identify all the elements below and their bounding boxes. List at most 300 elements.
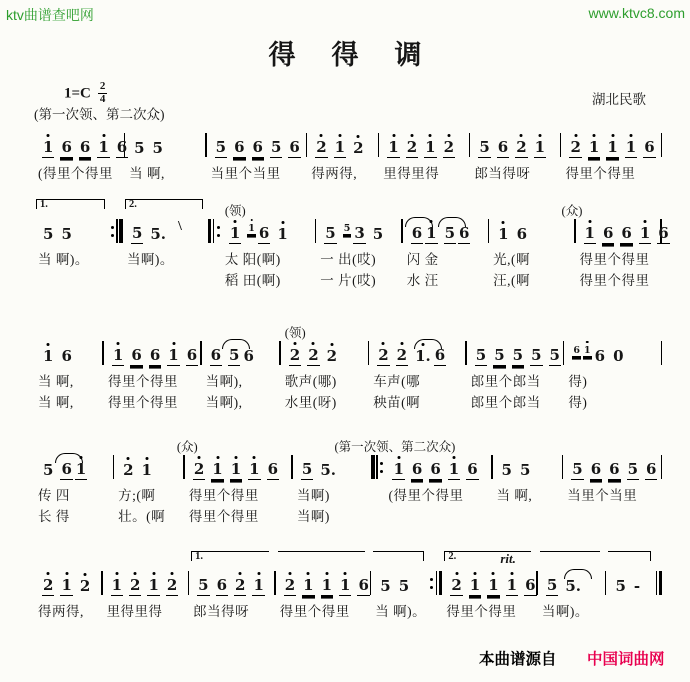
lyrics-line: 光,(啊 <box>493 252 530 267</box>
annotation-zone <box>36 550 99 570</box>
note: 1 <box>639 224 651 242</box>
notes-line <box>36 454 111 480</box>
note: 2 <box>378 346 389 364</box>
annotation-zone <box>561 198 659 218</box>
lyrics-line: 一 出(哎) <box>320 252 377 267</box>
lyrics-line: 车声(哪 <box>373 374 421 389</box>
notes-line <box>105 570 186 596</box>
annotation-zone <box>472 112 558 132</box>
note: 2 <box>79 577 91 595</box>
barline-repeat-end <box>108 218 125 244</box>
note: 6 <box>430 460 441 478</box>
note: 6 <box>609 460 620 478</box>
annotation-zone <box>36 320 100 340</box>
notes-line <box>187 454 290 480</box>
note: 2 <box>353 139 364 157</box>
note: 6 <box>516 225 527 243</box>
note: 1 <box>249 460 260 478</box>
annotation-zone <box>318 198 399 218</box>
notes-line <box>191 570 272 596</box>
volta-bracket <box>278 551 365 561</box>
note: 1 <box>321 576 333 594</box>
note: 6 <box>267 460 279 478</box>
lyrics-line <box>125 265 206 286</box>
note: 5 <box>380 577 391 595</box>
note: 5 <box>215 138 227 156</box>
barline-single <box>659 454 665 480</box>
lyrics-line: 得里个得里 <box>107 374 178 389</box>
note: 6 <box>61 347 72 365</box>
note: 5 <box>152 139 163 157</box>
measure <box>563 112 658 179</box>
lyrics-line: 闪 金 <box>406 252 439 267</box>
annotation-zone <box>105 550 186 570</box>
lyrics-line: 得两得, <box>311 166 358 181</box>
note: 6 <box>467 460 478 478</box>
notes-line <box>565 454 658 480</box>
notes-line <box>469 340 561 366</box>
song-title: 得得调 <box>268 40 458 70</box>
note: 2 <box>406 138 418 156</box>
note: 0 <box>613 347 624 365</box>
measure <box>36 198 108 286</box>
note: 2 <box>396 346 408 364</box>
measure <box>561 198 669 288</box>
notes-line <box>491 218 572 244</box>
annotation-zone <box>373 550 427 570</box>
measure <box>36 434 111 522</box>
measure <box>283 320 366 408</box>
notes-line <box>106 340 198 366</box>
lyrics-line: 秧苗(啊 <box>373 395 421 410</box>
annotation-zone <box>223 198 313 218</box>
note: 5 <box>615 577 626 595</box>
system-4 <box>36 434 664 522</box>
note: 6 <box>234 138 245 156</box>
system-row <box>36 434 664 522</box>
note: 1 <box>141 461 152 479</box>
annotation-zone <box>444 550 534 570</box>
measure <box>106 320 198 408</box>
notes-line <box>127 132 203 158</box>
annotation-zone <box>127 112 203 132</box>
site-name-left[interactable]: ktv曲谱查吧网 <box>6 7 94 23</box>
part-annotation: (众) <box>176 440 198 454</box>
note: 1 <box>43 138 54 156</box>
lyrics-line: 得里个得里 <box>579 252 650 267</box>
note: 5 <box>494 346 505 364</box>
note: 5 <box>198 576 209 594</box>
note: 5 <box>501 461 512 479</box>
note: 1 <box>498 225 509 243</box>
note: 1 <box>43 347 54 365</box>
volta-bracket <box>36 199 105 209</box>
lyrics-line: 得里个得里 <box>565 166 636 181</box>
note: 5. <box>565 577 582 595</box>
source-label: 本曲谱源自 <box>479 651 557 668</box>
measure <box>105 550 186 617</box>
part-annotation: (第一次领、第二次众) <box>334 440 456 454</box>
lyrics-line: 当啊) <box>296 488 330 503</box>
barline-repeat-end <box>427 570 444 596</box>
note: 1 <box>334 138 346 156</box>
note: 1 <box>303 576 314 594</box>
note: 6 <box>434 346 446 364</box>
note: 5 <box>372 225 384 243</box>
note: 1 <box>534 138 546 156</box>
measure <box>540 550 603 617</box>
note: 1 <box>168 346 179 364</box>
note: 6 <box>216 576 228 594</box>
note: 6 <box>61 460 72 478</box>
note: 6 <box>79 138 91 156</box>
barline-repeat-start <box>206 218 223 244</box>
measure <box>36 320 100 408</box>
note: 6 <box>149 346 161 364</box>
notes-line <box>381 132 467 158</box>
volta-bracket <box>540 551 600 561</box>
lyrics-line: (得里个得里 <box>38 166 113 181</box>
measure <box>495 434 560 522</box>
note: 5 <box>61 225 72 243</box>
note: 2 <box>43 576 54 594</box>
annotation-zone <box>116 434 181 454</box>
note: 1 <box>607 138 618 156</box>
measure <box>565 434 658 522</box>
note: 6 <box>459 224 470 242</box>
note: 6 <box>61 138 72 156</box>
measure <box>334 434 489 522</box>
note: 5 <box>43 225 54 243</box>
notes-line <box>223 218 313 244</box>
grace-note: 6 <box>573 344 581 356</box>
note: 2 <box>451 576 462 594</box>
barline-single <box>659 132 665 158</box>
notes-line <box>116 454 181 480</box>
measure <box>309 112 376 179</box>
notes-line <box>386 454 489 480</box>
note: 6 <box>525 576 536 594</box>
lyrics-line <box>36 265 108 286</box>
note: 1 <box>61 576 72 594</box>
note: 6 <box>210 346 222 364</box>
note: 1 <box>112 346 124 364</box>
measure <box>608 550 653 617</box>
annotation-zone <box>371 320 463 340</box>
lyrics-line: 当里个当里 <box>567 488 638 503</box>
measure <box>176 434 290 524</box>
system-1 <box>36 112 664 179</box>
measure <box>36 112 128 181</box>
note: 5 <box>134 139 145 157</box>
note: 6 <box>289 138 300 156</box>
note: 1 <box>469 576 481 594</box>
annotation-zone <box>334 434 489 454</box>
lyrics-line <box>608 596 653 617</box>
measure <box>472 112 558 179</box>
annotation-zone <box>608 550 653 570</box>
part-annotation: (领) <box>224 204 246 218</box>
note: 2 <box>130 576 141 594</box>
note: 6 <box>621 224 632 242</box>
system-5 <box>36 550 664 617</box>
note: 1 <box>425 138 436 156</box>
measure <box>36 550 99 617</box>
annotation-zone <box>566 320 658 340</box>
lyrics-line: 水 汪 <box>406 273 439 288</box>
lyrics-line: 郎里个郎当 <box>470 374 541 389</box>
lyrics-line: 当啊), <box>205 374 243 389</box>
notes-line <box>36 132 128 158</box>
note: 5 <box>301 460 313 478</box>
note: 1 <box>212 460 223 478</box>
lyrics-line: 里得里得 <box>106 604 163 619</box>
annotation-zone <box>283 320 366 340</box>
volta-bracket <box>608 551 650 561</box>
note: 2 <box>326 347 338 365</box>
measure <box>566 320 658 408</box>
annotation-zone <box>405 198 486 218</box>
note: 2 <box>289 346 301 364</box>
measure <box>469 320 561 408</box>
notes-line <box>36 340 100 366</box>
annotation-zone <box>36 112 122 132</box>
tempo-annotation: rit. <box>500 551 516 566</box>
measure <box>127 112 203 179</box>
note: 2 <box>443 138 455 156</box>
lyrics-line: 得) <box>568 395 588 410</box>
annotation-zone <box>563 112 658 132</box>
lyrics-line: 郎里个郎当 <box>470 395 541 410</box>
note: 6 <box>658 224 669 242</box>
note: 2 <box>166 576 178 594</box>
note: 5 <box>479 138 490 156</box>
notes-line <box>278 570 368 596</box>
lyrics-line: 得) <box>568 374 588 389</box>
annotation-zone <box>191 550 272 570</box>
note: 1 <box>230 460 242 478</box>
repeat-dots <box>430 578 433 589</box>
measure <box>209 112 304 179</box>
annotation-zone <box>106 320 198 340</box>
annotation-zone <box>278 550 368 570</box>
annotation-zone <box>125 198 206 218</box>
lyrics-line: 郎当得呀 <box>474 166 531 181</box>
repeat-dots <box>217 226 220 237</box>
note: 5 <box>131 224 143 242</box>
measure <box>373 550 427 617</box>
note: 6 <box>411 460 423 478</box>
measure <box>491 198 572 286</box>
lyrics-line: 当啊) <box>296 509 330 524</box>
system-row <box>36 550 664 617</box>
notes-line <box>444 570 534 596</box>
lyrics-line: 得里个得里 <box>579 273 650 288</box>
notes-line <box>309 132 376 158</box>
lyrics-line: 得里个得里 <box>446 604 517 619</box>
measure <box>204 320 278 408</box>
grace-note: 5 <box>343 222 351 234</box>
note: 5. <box>150 225 167 243</box>
note: 1. <box>415 347 431 365</box>
note: 6 <box>243 347 254 365</box>
notes-line <box>295 454 370 480</box>
volta-bracket <box>125 199 203 209</box>
note: 6 <box>252 138 263 156</box>
note: 6 <box>646 460 657 478</box>
note: 6 <box>497 138 509 156</box>
note: 1 <box>426 224 437 242</box>
performance-direction: (第一次领、第二次众) <box>34 107 165 122</box>
note: 5 <box>519 461 531 479</box>
lyrics-line: 当 啊, <box>38 374 74 389</box>
annotation-zone <box>209 112 304 132</box>
note: 1 <box>229 224 241 242</box>
lyrics-line: 当 啊, <box>496 488 533 503</box>
note: 5 <box>43 461 54 479</box>
note: 2 <box>308 346 319 364</box>
note: - <box>633 577 641 595</box>
lyrics-line <box>386 501 489 522</box>
note: 5 <box>572 460 583 478</box>
key-label: 1=C <box>64 85 91 102</box>
note: 2 <box>193 460 205 478</box>
lyrics-line: 当 啊, <box>38 395 74 410</box>
note: 5 <box>531 346 542 364</box>
lyrics-line: 当里个当里 <box>210 166 281 181</box>
measure <box>318 198 399 286</box>
notes-line <box>318 218 399 244</box>
notes-line <box>472 132 558 158</box>
note: 1 <box>448 460 460 478</box>
annotation-zone <box>176 434 290 454</box>
part-annotation: (领) <box>284 326 306 340</box>
note: 6 <box>116 138 128 156</box>
volta-bracket <box>373 551 424 561</box>
time-denominator: 4 <box>99 92 106 105</box>
note: 6 <box>258 224 270 242</box>
part-annotation: (众) <box>561 204 583 218</box>
note: 5 <box>398 577 410 595</box>
note: 6 <box>602 224 614 242</box>
note: 1 <box>340 576 351 594</box>
lyrics-line: 传 四 <box>38 488 70 503</box>
note: 2 <box>570 138 581 156</box>
note: 5 <box>627 460 639 478</box>
note: 1 <box>148 576 159 594</box>
lyrics-line: 当啊)。 <box>541 604 589 619</box>
lyrics-line <box>495 501 560 522</box>
notes-line <box>36 218 108 244</box>
slur-arc <box>564 569 592 579</box>
annotation-zone <box>491 198 572 218</box>
annotation-zone <box>36 198 108 218</box>
lyrics-line: 当 啊)。 <box>375 604 427 619</box>
note: 2 <box>235 576 246 594</box>
annotation-zone <box>381 112 467 132</box>
note: 6 <box>590 460 602 478</box>
lyrics-line: 得里个得里 <box>188 488 259 503</box>
note: 3 <box>354 224 365 242</box>
note: 1 <box>253 576 264 594</box>
barline-single <box>659 340 665 366</box>
lyrics-line: 长 得 <box>38 509 70 524</box>
notes-line <box>36 570 99 596</box>
measure <box>191 550 272 617</box>
source-site-name[interactable]: 中国词曲网 <box>587 651 665 668</box>
note: 1 <box>388 138 399 156</box>
measure <box>371 320 463 408</box>
time-numerator: 2 <box>99 80 106 92</box>
note: 5. <box>320 461 336 479</box>
barline-repeat-start <box>369 454 386 480</box>
system-row <box>36 112 664 179</box>
measure <box>444 550 534 617</box>
breath-mark: \ <box>178 219 182 234</box>
note: 5 <box>325 224 336 242</box>
notes-line <box>563 132 658 158</box>
lyrics-line: 稻 田(啊) <box>224 273 281 288</box>
annotation-zone <box>565 434 658 454</box>
volta-bracket <box>444 551 531 561</box>
note: 2 <box>316 138 327 156</box>
measure <box>405 198 486 286</box>
system-row <box>36 198 669 288</box>
barline-final <box>654 570 665 596</box>
lyrics-line: 里得里得 <box>383 166 440 181</box>
notes-line <box>566 340 658 366</box>
note: 2 <box>516 138 527 156</box>
notes-line <box>283 340 366 366</box>
annotation-zone <box>309 112 376 132</box>
note: 5 <box>270 138 282 156</box>
note: 6 <box>644 138 655 156</box>
lyrics-line: 当啊), <box>205 395 243 410</box>
lyrics-line: 方;(啊 <box>118 488 156 503</box>
note: 5 <box>549 346 560 364</box>
notes-line <box>371 340 463 366</box>
note: 6 <box>411 224 423 242</box>
annotation-zone <box>540 550 603 570</box>
lyrics-line: 壮。(啊 <box>118 509 166 524</box>
repeat-dots <box>111 226 114 237</box>
site-url-right[interactable]: www.ktvc8.com <box>588 5 685 21</box>
note: 6 <box>186 346 198 364</box>
note: 1 <box>75 460 87 478</box>
lyrics-line: 水里(呀) <box>284 395 337 410</box>
notes-line <box>373 570 427 596</box>
system-row <box>36 320 664 408</box>
note: 1 <box>393 460 404 478</box>
song-credit: 湖北民歌 <box>592 92 646 107</box>
notes-line <box>204 340 278 366</box>
note: 5 <box>229 346 240 364</box>
notes-line <box>578 218 669 244</box>
measure <box>125 198 206 286</box>
volta-label: 2. <box>448 551 457 562</box>
lyrics-line: 郎当得呀 <box>193 604 250 619</box>
note: 5 <box>444 224 456 242</box>
notes-line <box>495 454 560 480</box>
note: 6 <box>131 346 142 364</box>
lyrics-line: 当 啊, <box>129 166 165 181</box>
lyrics-line: 得里个得里 <box>107 395 178 410</box>
repeat-dots <box>380 462 383 473</box>
grace-note: 1 <box>584 344 591 356</box>
annotation-zone <box>469 320 561 340</box>
lyrics-line: 当啊)。 <box>126 252 174 267</box>
note: 5 <box>546 576 558 594</box>
